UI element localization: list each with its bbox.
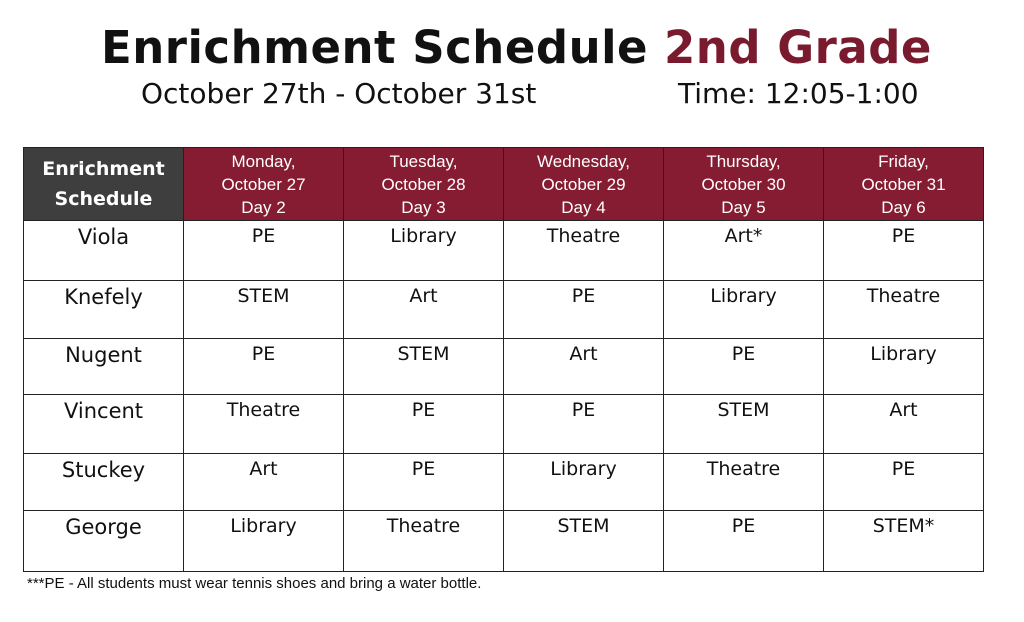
class-cell: Library: [824, 339, 984, 395]
corner-line-1: Enrichment: [42, 158, 165, 180]
header-row: [24, 148, 984, 221]
table-row: [24, 511, 984, 572]
table-row: [24, 339, 984, 395]
class-cell: PE: [664, 339, 824, 395]
day-number: Day 6: [881, 197, 926, 217]
class-cell: Theatre: [504, 221, 664, 281]
date-range: October 27th - October 31st: [141, 77, 537, 110]
day-number: Day 4: [561, 197, 606, 217]
day-header-tuesday: [344, 148, 504, 221]
class-cell: PE: [184, 221, 344, 281]
class-cell: PE: [504, 281, 664, 339]
day-date: October 30: [701, 174, 786, 194]
day-name: Wednesday,: [537, 151, 630, 171]
day-name: Tuesday,: [389, 151, 458, 171]
class-cell: PE: [664, 511, 824, 572]
day-date: October 28: [381, 174, 466, 194]
day-number: Day 2: [241, 197, 286, 217]
day-name: Monday,: [231, 151, 296, 171]
schedule-table: [23, 147, 984, 572]
day-number: Day 3: [401, 197, 446, 217]
class-cell: Art: [824, 395, 984, 454]
day-date: October 31: [861, 174, 946, 194]
table-row: [24, 395, 984, 454]
class-cell: STEM: [504, 511, 664, 572]
class-cell: PE: [504, 395, 664, 454]
title-row: [0, 18, 1024, 78]
day-header-thursday: [664, 148, 824, 221]
class-cell: Art: [344, 281, 504, 339]
class-cell: Art*: [664, 221, 824, 281]
class-cell: STEM*: [824, 511, 984, 572]
class-cell: STEM: [664, 395, 824, 454]
teacher-cell: Nugent: [24, 339, 184, 395]
class-cell: Library: [184, 511, 344, 572]
teacher-cell: Knefely: [24, 281, 184, 339]
corner-header: [24, 148, 184, 221]
teacher-cell: Viola: [24, 221, 184, 281]
table-row: [24, 454, 984, 511]
teacher-cell: Stuckey: [24, 454, 184, 511]
class-cell: Theatre: [824, 281, 984, 339]
class-cell: Library: [504, 454, 664, 511]
class-cell: PE: [344, 454, 504, 511]
class-cell: PE: [824, 221, 984, 281]
table-row: [24, 221, 984, 281]
time-range: Time: 12:05-1:00: [678, 77, 919, 110]
day-name: Friday,: [878, 151, 929, 171]
table-row: [24, 281, 984, 339]
class-cell: Theatre: [344, 511, 504, 572]
class-cell: Theatre: [664, 454, 824, 511]
grade-label: 2nd Grade: [664, 21, 932, 74]
teacher-cell: Vincent: [24, 395, 184, 454]
class-cell: PE: [344, 395, 504, 454]
class-cell: Art: [184, 454, 344, 511]
class-cell: PE: [184, 339, 344, 395]
class-cell: STEM: [184, 281, 344, 339]
class-cell: STEM: [344, 339, 504, 395]
day-date: October 27: [221, 174, 306, 194]
day-number: Day 5: [721, 197, 766, 217]
class-cell: Library: [344, 221, 504, 281]
day-header-monday: [184, 148, 344, 221]
class-cell: Theatre: [184, 395, 344, 454]
teacher-cell: George: [24, 511, 184, 572]
corner-line-2: Schedule: [54, 188, 153, 210]
footnote: ***PE - All students must wear tennis shoes and bring a water bottle.: [27, 575, 482, 592]
day-name: Thursday,: [706, 151, 781, 171]
class-cell: Art: [504, 339, 664, 395]
page-title: Enrichment Schedule: [101, 21, 649, 74]
day-header-wednesday: [504, 148, 664, 221]
day-date: October 29: [541, 174, 626, 194]
class-cell: Library: [664, 281, 824, 339]
day-header-friday: [824, 148, 984, 221]
class-cell: PE: [824, 454, 984, 511]
